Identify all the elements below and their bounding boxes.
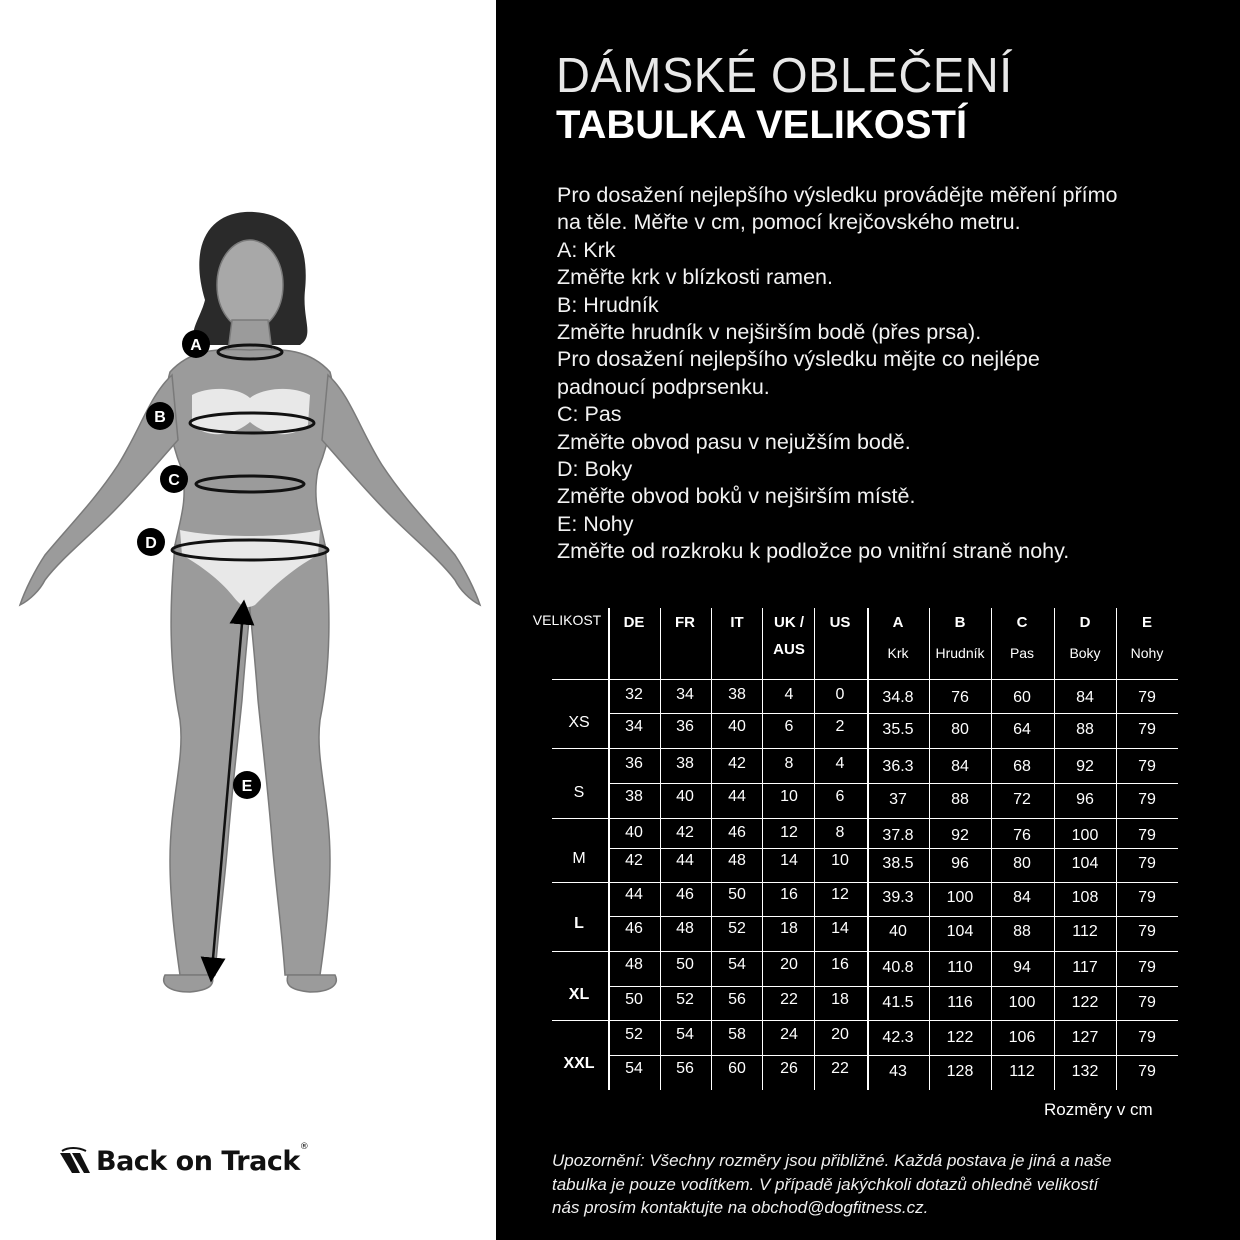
table-cell: 35.5 — [882, 721, 914, 738]
size-header: VELIKOST — [532, 612, 602, 628]
table-cell: 24 — [780, 1026, 798, 1043]
table-cell: 34.8 — [882, 689, 914, 706]
size-label: M — [572, 850, 586, 867]
logo-wordmark: Back on Track® — [96, 1142, 309, 1177]
table-cell: 104 — [946, 923, 974, 940]
table-cell: 72 — [1013, 791, 1031, 808]
table-cell: 79 — [1138, 889, 1156, 906]
table-cell: 100 — [1008, 994, 1036, 1011]
group-divider — [552, 679, 1178, 680]
table-cell: 40 — [728, 718, 746, 735]
column-divider — [660, 608, 661, 1090]
table-cell: 50 — [728, 886, 746, 903]
column-divider — [867, 608, 869, 1090]
table-cell: 18 — [780, 920, 798, 937]
table-cell: 14 — [831, 920, 849, 937]
table-cell: 4 — [784, 686, 794, 703]
intro-line: E: Nohy — [557, 511, 634, 536]
table-cell: 79 — [1138, 855, 1156, 872]
table-cell: 39.3 — [882, 889, 914, 906]
intro-line: Pro dosažení nejlepšího výsledku mějte co nejlépe — [557, 347, 1040, 372]
body-silhouette — [20, 240, 480, 992]
intro-line: Změřte obvod pasu v nejužším bodě. — [557, 429, 911, 454]
table-cell: 6 — [835, 788, 845, 805]
table-cell: 46 — [728, 824, 746, 841]
table-cell: 60 — [728, 1060, 746, 1077]
table-cell: 100 — [1071, 827, 1099, 844]
table-cell: 122 — [946, 1029, 974, 1046]
row-divider — [608, 916, 1178, 917]
table-cell: 60 — [1013, 689, 1031, 706]
table-cell: 40 — [676, 788, 694, 805]
table-cell: 127 — [1071, 1029, 1099, 1046]
column-header-label: US — [829, 614, 851, 631]
column-header — [868, 614, 928, 661]
column-header — [930, 614, 990, 661]
table-cell: 44 — [625, 886, 643, 903]
column-header-sub: Hrudník — [935, 645, 985, 661]
table-cell: 48 — [728, 852, 746, 869]
column-divider — [608, 608, 610, 1090]
group-divider — [552, 951, 1178, 952]
disclaimer-line: Upozornění: Všechny rozměry jsou přibližné. Každá postava je jiná a naše — [552, 1151, 1112, 1170]
table-cell: 10 — [780, 788, 798, 805]
table-cell: 79 — [1138, 758, 1156, 775]
marker-d-icon — [137, 528, 165, 556]
table-cell: 40.8 — [882, 959, 914, 976]
table-cell: 84 — [1076, 689, 1094, 706]
svg-text:B: B — [154, 409, 166, 426]
group-divider — [552, 818, 1178, 819]
svg-text:D: D — [145, 535, 157, 552]
brand-logo — [58, 1142, 309, 1177]
row-divider — [608, 848, 1178, 849]
intro-line: Změřte hrudník v nejširším bodě (přes prsa). — [557, 320, 982, 345]
group-divider — [552, 1020, 1178, 1021]
table-cell: 37.8 — [882, 827, 914, 844]
intro-line: padnoucí podprsenku. — [557, 374, 770, 399]
table-cell: 40 — [889, 923, 907, 940]
table-cell: 52 — [625, 1026, 643, 1043]
table-cell: 46 — [625, 920, 643, 937]
table-cell: 84 — [1013, 889, 1031, 906]
disclaimer-line: nás prosím kontaktujte na obchod@dogfitness.cz. — [552, 1198, 929, 1217]
horse-logo-icon — [58, 1147, 94, 1177]
intro-line: na těle. Měřte v cm, pomocí krejčovského metru. — [557, 210, 1021, 235]
table-cell: 18 — [831, 991, 849, 1008]
column-header-label: DE — [623, 614, 645, 631]
table-cell: 42 — [676, 824, 694, 841]
column-header-sub: Pas — [1009, 645, 1035, 661]
table-cell: 12 — [780, 824, 798, 841]
table-cell: 116 — [947, 994, 973, 1011]
table-cell: 38 — [728, 686, 746, 703]
table-cell: 43 — [889, 1063, 907, 1080]
table-cell: 54 — [625, 1060, 643, 1077]
table-cell: 42 — [728, 755, 746, 772]
size-label: XL — [568, 985, 590, 1003]
table-cell: 54 — [676, 1026, 694, 1043]
column-header-label: D — [1079, 614, 1091, 631]
table-cell: 10 — [831, 852, 849, 869]
table-cell: 92 — [1076, 758, 1094, 775]
table-cell: 38.5 — [882, 855, 914, 872]
column-divider — [929, 608, 930, 1090]
column-header-label: B — [954, 614, 966, 631]
column-header-label: IT — [730, 614, 744, 631]
column-header — [992, 614, 1052, 661]
table-cell: 88 — [1076, 721, 1094, 738]
table-cell: 96 — [1076, 791, 1094, 808]
column-header-label: FR — [675, 614, 695, 631]
table-cell: 112 — [1072, 923, 1098, 940]
table-cell: 132 — [1071, 1063, 1099, 1080]
table-cell: 34 — [625, 718, 643, 735]
table-cell: 88 — [1013, 923, 1031, 940]
table-cell: 79 — [1138, 959, 1156, 976]
table-cell: 36.3 — [882, 758, 914, 775]
table-cell: 6 — [784, 718, 794, 735]
intro-line: Změřte krk v blízkosti ramen. — [557, 265, 833, 290]
intro-line: B: Hrudník — [557, 292, 659, 317]
size-label: XS — [568, 714, 590, 731]
table-cell: 100 — [946, 889, 974, 906]
table-cell: 54 — [728, 956, 746, 973]
table-cell: 56 — [728, 991, 746, 1008]
group-divider — [552, 882, 1178, 883]
table-cell: 122 — [1071, 994, 1099, 1011]
table-cell: 8 — [784, 755, 794, 772]
size-label: XXL — [563, 1055, 595, 1072]
title-light: DÁMSKÉ OBLEČENÍ — [556, 46, 1013, 103]
column-header-sub: Boky — [1069, 645, 1101, 661]
column-divider — [1116, 608, 1117, 1090]
column-header — [1117, 614, 1177, 661]
svg-text:A: A — [190, 337, 202, 354]
table-cell: 79 — [1138, 791, 1156, 808]
table-cell: 128 — [946, 1063, 974, 1080]
intro-line: D: Boky — [557, 457, 633, 482]
marker-a-icon — [182, 330, 210, 358]
table-cell: 14 — [780, 852, 798, 869]
table-cell: 104 — [1071, 855, 1099, 872]
table-cell: 79 — [1138, 689, 1156, 706]
column-header — [655, 614, 715, 631]
column-divider — [711, 608, 712, 1090]
table-cell: 56 — [676, 1060, 694, 1077]
marker-c-icon — [160, 465, 188, 493]
table-cell: 37 — [889, 791, 907, 808]
column-header — [810, 614, 870, 631]
table-cell: 2 — [835, 718, 845, 735]
table-cell: 64 — [1013, 721, 1031, 738]
group-divider — [552, 748, 1178, 749]
table-cell: 44 — [728, 788, 746, 805]
disclaimer-line: tabulka je pouze vodítkem. V případě jakýchkoli dotazů ohledně velikostí — [552, 1174, 1099, 1194]
units-note: Rozměry v cm — [1044, 1100, 1153, 1119]
column-header-sub: AUS — [773, 641, 805, 658]
table-cell: 92 — [951, 827, 969, 844]
table-cell: 79 — [1138, 994, 1156, 1011]
body-figure-illustration — [0, 0, 496, 1040]
table-cell: 84 — [951, 758, 969, 775]
table-cell: 12 — [831, 886, 849, 903]
marker-b-icon — [146, 402, 174, 430]
size-label: S — [573, 783, 585, 801]
table-cell: 117 — [1072, 959, 1098, 976]
row-divider — [608, 713, 1178, 714]
table-cell: 88 — [951, 791, 969, 808]
table-cell: 4 — [835, 755, 845, 772]
intro-line: Pro dosažení nejlepšího výsledku provádějte měření přímo — [557, 183, 1118, 207]
table-cell: 48 — [676, 920, 694, 937]
table-cell: 106 — [1008, 1029, 1036, 1046]
table-cell: 36 — [676, 718, 694, 735]
table-cell: 48 — [625, 956, 643, 973]
table-cell: 96 — [951, 855, 969, 872]
table-cell: 0 — [835, 686, 845, 703]
table-cell: 38 — [676, 755, 694, 772]
column-header-label: UK / — [774, 614, 804, 631]
column-divider — [991, 608, 992, 1090]
table-cell: 42 — [625, 852, 643, 869]
size-label: L — [574, 915, 584, 932]
column-header-label: A — [892, 614, 904, 631]
marker-e-icon — [233, 771, 261, 799]
illustration-panel — [0, 0, 496, 1240]
measurement-instructions — [557, 182, 1197, 566]
table-cell: 26 — [780, 1060, 798, 1077]
table-cell: 52 — [728, 920, 746, 937]
table-cell: 16 — [780, 886, 798, 903]
table-cell: 79 — [1138, 721, 1156, 738]
column-divider — [814, 608, 815, 1090]
intro-line: Změřte obvod boků v nejširším místě. — [557, 484, 916, 509]
table-cell: 80 — [1013, 855, 1031, 872]
table-cell: 108 — [1071, 889, 1099, 906]
table-cell: 52 — [676, 991, 694, 1008]
table-cell: 20 — [780, 956, 798, 973]
table-cell: 94 — [1013, 959, 1031, 976]
table-cell: 42.3 — [882, 1029, 914, 1046]
table-cell: 79 — [1138, 923, 1156, 940]
intro-line: Změřte od rozkroku k podložce po vnitřní straně nohy. — [557, 539, 1070, 564]
row-divider — [608, 986, 1178, 987]
table-cell: 40 — [625, 824, 643, 841]
table-cell: 32 — [625, 686, 643, 703]
title-bold: TABULKA VELIKOSTÍ — [556, 103, 968, 147]
table-cell: 46 — [676, 886, 694, 903]
row-divider — [608, 1055, 1178, 1056]
table-cell: 34 — [676, 686, 694, 703]
table-cell: 36 — [625, 755, 643, 772]
column-header — [1055, 614, 1115, 661]
disclaimer — [552, 1149, 1212, 1220]
table-cell: 79 — [1138, 1029, 1156, 1046]
column-header-sub: Nohy — [1130, 645, 1164, 661]
column-header-sub: Krk — [887, 645, 909, 661]
column-header — [707, 614, 767, 631]
intro-line: A: Krk — [557, 237, 616, 262]
intro-line: C: Pas — [557, 402, 622, 427]
table-cell: 76 — [1013, 827, 1031, 844]
table-cell: 50 — [625, 991, 643, 1008]
table-cell: 8 — [835, 824, 845, 841]
table-cell: 79 — [1138, 1063, 1156, 1080]
table-cell: 16 — [831, 956, 849, 973]
column-header-label: C — [1016, 614, 1028, 631]
table-cell: 80 — [951, 721, 969, 738]
column-divider — [762, 608, 763, 1090]
table-cell: 58 — [728, 1026, 746, 1043]
table-cell: 41.5 — [882, 994, 914, 1011]
table-cell: 76 — [951, 689, 969, 706]
row-divider — [608, 783, 1178, 784]
column-header-label: E — [1141, 614, 1152, 631]
table-cell: 44 — [676, 852, 694, 869]
column-divider — [1054, 608, 1055, 1090]
table-cell: 79 — [1138, 827, 1156, 844]
table-cell: 22 — [831, 1060, 849, 1077]
table-cell: 68 — [1013, 758, 1031, 775]
table-cell: 110 — [947, 959, 973, 976]
table-cell: 112 — [1009, 1063, 1035, 1080]
table-cell: 50 — [676, 956, 694, 973]
table-cell: 38 — [625, 788, 643, 805]
size-chart-panel — [496, 0, 1240, 1240]
svg-text:C: C — [168, 472, 180, 489]
table-cell: 20 — [831, 1026, 849, 1043]
svg-text:E: E — [241, 778, 253, 795]
table-cell: 22 — [780, 991, 798, 1008]
